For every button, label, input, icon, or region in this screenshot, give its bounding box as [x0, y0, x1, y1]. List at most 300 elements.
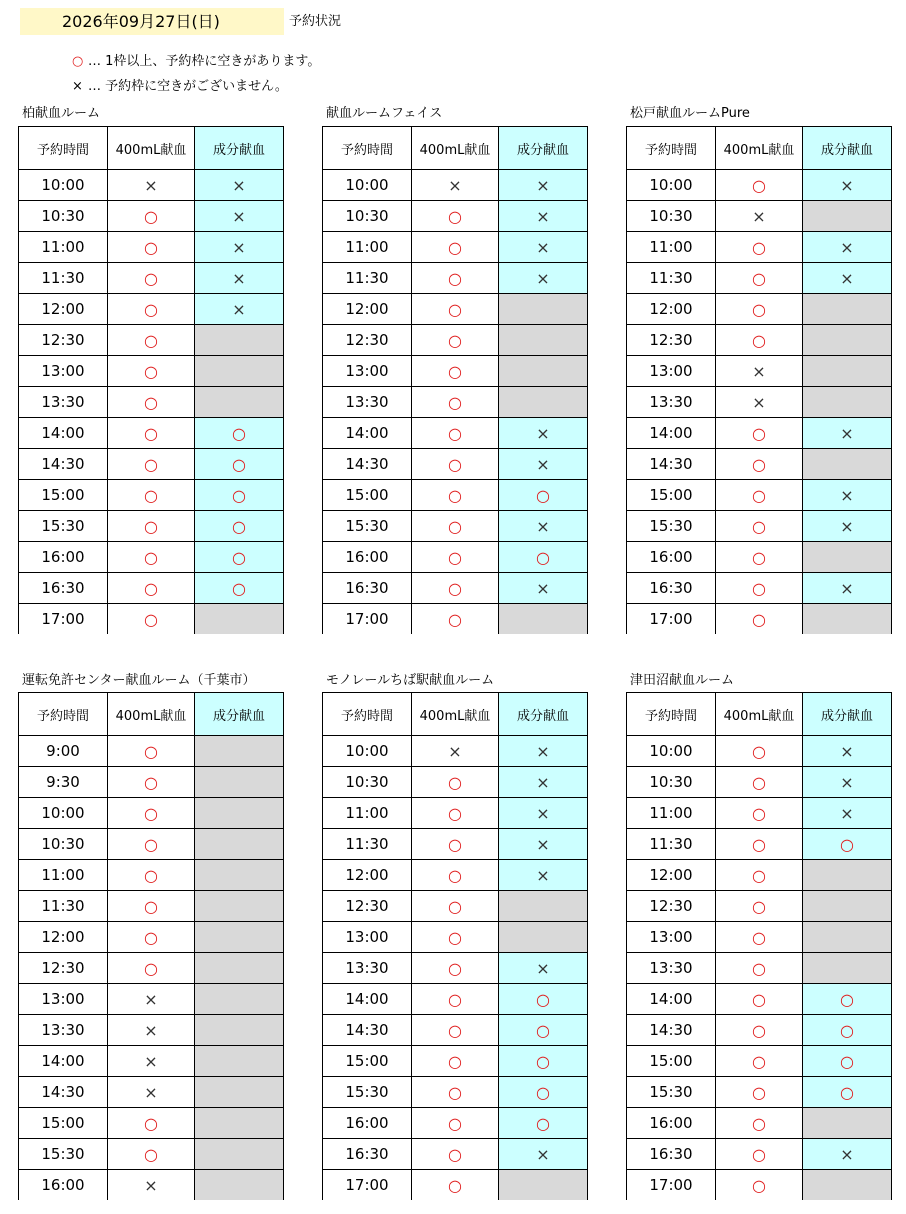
whole-blood-status: ○ [412, 201, 499, 232]
component-status: × [499, 736, 588, 767]
slot-time: 12:00 [323, 294, 412, 325]
slot-time: 10:00 [19, 170, 108, 201]
table-row [627, 1139, 892, 1170]
table-row [627, 829, 892, 860]
whole-blood-status: ○ [412, 1077, 499, 1108]
table-row [323, 1139, 588, 1170]
slot-time: 13:30 [19, 387, 108, 418]
slot-time: 11:30 [19, 263, 108, 294]
component-status: × [803, 418, 892, 449]
whole-blood-status: ○ [412, 953, 499, 984]
component-status [195, 829, 284, 860]
whole-blood-status: ○ [716, 418, 803, 449]
whole-blood-status: ○ [716, 1046, 803, 1077]
slot-time: 12:00 [323, 860, 412, 891]
whole-blood-status: ○ [108, 387, 195, 418]
whole-blood-status: ○ [716, 511, 803, 542]
legend-available [72, 50, 320, 69]
table-row [627, 1077, 892, 1108]
component-status: ○ [499, 542, 588, 573]
component-status [803, 922, 892, 953]
component-status [499, 1170, 588, 1201]
table-row [19, 325, 284, 356]
component-status: × [195, 294, 284, 325]
slot-time: 17:00 [627, 1170, 716, 1201]
header-component: 成分献血 [195, 693, 284, 736]
component-status [195, 922, 284, 953]
whole-blood-status: × [108, 1015, 195, 1046]
slot-time: 15:00 [627, 480, 716, 511]
table-row [323, 263, 588, 294]
whole-blood-status: ○ [412, 798, 499, 829]
table-row [323, 170, 588, 201]
header-whole-blood: 400mL献血 [716, 693, 803, 736]
whole-blood-status: ○ [716, 767, 803, 798]
table-row [323, 232, 588, 263]
whole-blood-status: ○ [716, 829, 803, 860]
component-status: × [803, 480, 892, 511]
header-time: 予約時間 [19, 693, 108, 736]
whole-blood-status: ○ [108, 953, 195, 984]
component-status [499, 325, 588, 356]
component-status [195, 984, 284, 1015]
slot-time: 14:00 [323, 418, 412, 449]
whole-blood-status: × [716, 201, 803, 232]
component-status: × [499, 170, 588, 201]
slot-time: 14:00 [19, 1046, 108, 1077]
table-row [627, 511, 892, 542]
whole-blood-status: × [716, 356, 803, 387]
room-schedule-table [322, 692, 588, 1200]
whole-blood-status: ○ [716, 1139, 803, 1170]
table-row [19, 736, 284, 767]
whole-blood-status: ○ [412, 294, 499, 325]
table-row [627, 1015, 892, 1046]
table-row [627, 984, 892, 1015]
table-row [627, 573, 892, 604]
component-status: × [499, 829, 588, 860]
table-row [627, 449, 892, 480]
table-row [323, 736, 588, 767]
table-row [627, 542, 892, 573]
whole-blood-status: ○ [412, 984, 499, 1015]
whole-blood-status: ○ [716, 449, 803, 480]
slot-time: 11:00 [323, 798, 412, 829]
slot-time: 10:30 [19, 829, 108, 860]
legend-available-text: … 1枠以上、予約枠に空きがあります。 [88, 54, 321, 69]
header-whole-blood: 400mL献血 [108, 127, 195, 170]
whole-blood-status: × [412, 170, 499, 201]
table-row [19, 418, 284, 449]
table-row [19, 1139, 284, 1170]
component-status: × [499, 511, 588, 542]
slot-time: 12:00 [19, 922, 108, 953]
slot-time: 10:00 [627, 736, 716, 767]
table-row [323, 604, 588, 635]
table-row [323, 953, 588, 984]
table-row [19, 891, 284, 922]
whole-blood-status: ○ [412, 387, 499, 418]
slot-time: 13:00 [19, 356, 108, 387]
slot-time: 13:30 [19, 1015, 108, 1046]
table-row [323, 1046, 588, 1077]
table-row [323, 573, 588, 604]
table-row [627, 736, 892, 767]
component-status: × [803, 573, 892, 604]
table-row [627, 418, 892, 449]
report-date: 2026年09月27日(日) [20, 8, 284, 35]
table-row [323, 767, 588, 798]
slot-time: 10:00 [627, 170, 716, 201]
table-row [323, 860, 588, 891]
slot-time: 13:30 [323, 387, 412, 418]
legend-full-text: … 予約枠に空きがございません。 [88, 79, 288, 94]
component-status [195, 1108, 284, 1139]
component-status: × [499, 1139, 588, 1170]
component-status [499, 922, 588, 953]
whole-blood-status: ○ [108, 767, 195, 798]
whole-blood-status: ○ [412, 829, 499, 860]
component-status [803, 542, 892, 573]
whole-blood-status: ○ [716, 573, 803, 604]
slot-time: 14:00 [627, 418, 716, 449]
component-status [195, 860, 284, 891]
component-status: × [499, 798, 588, 829]
slot-time: 16:30 [627, 1139, 716, 1170]
component-status [499, 604, 588, 635]
header-time: 予約時間 [323, 693, 412, 736]
whole-blood-status: ○ [716, 1108, 803, 1139]
component-status: ○ [803, 984, 892, 1015]
table-row [323, 984, 588, 1015]
component-status [803, 1108, 892, 1139]
table-header-row [323, 693, 588, 736]
room-schedule-table [626, 692, 892, 1200]
slot-time: 12:30 [323, 891, 412, 922]
component-status: × [499, 449, 588, 480]
table-row [323, 294, 588, 325]
room-title: 運転免許センター献血ルーム（千葉市） [22, 673, 256, 688]
component-status: × [499, 263, 588, 294]
table-row [323, 325, 588, 356]
whole-blood-status: ○ [716, 263, 803, 294]
slot-time: 13:00 [323, 922, 412, 953]
slot-time: 15:30 [19, 511, 108, 542]
slot-time: 11:00 [627, 798, 716, 829]
component-status: ○ [499, 1015, 588, 1046]
legend-full [72, 75, 288, 94]
table-row [19, 1170, 284, 1201]
table-row [19, 232, 284, 263]
slot-time: 10:30 [323, 767, 412, 798]
component-status [803, 325, 892, 356]
component-status [195, 1046, 284, 1077]
room-title: 献血ルームフェイス [326, 106, 443, 121]
component-status: ○ [803, 1046, 892, 1077]
component-status [803, 201, 892, 232]
slot-time: 11:00 [323, 232, 412, 263]
whole-blood-status: ○ [716, 232, 803, 263]
slot-time: 14:30 [19, 1077, 108, 1108]
table-row [19, 573, 284, 604]
slot-time: 9:30 [19, 767, 108, 798]
slot-time: 15:00 [19, 480, 108, 511]
slot-time: 16:30 [323, 573, 412, 604]
table-row [627, 232, 892, 263]
table-row [323, 387, 588, 418]
slot-time: 13:00 [323, 356, 412, 387]
whole-blood-status: × [108, 1170, 195, 1201]
slot-time: 14:30 [323, 1015, 412, 1046]
slot-time: 16:00 [323, 542, 412, 573]
slot-time: 12:00 [627, 294, 716, 325]
component-status [499, 356, 588, 387]
slot-time: 12:30 [627, 325, 716, 356]
whole-blood-status: ○ [108, 829, 195, 860]
whole-blood-status: ○ [412, 1015, 499, 1046]
table-row [323, 356, 588, 387]
whole-blood-status: ○ [716, 798, 803, 829]
whole-blood-status: ○ [412, 263, 499, 294]
whole-blood-status: ○ [412, 511, 499, 542]
slot-time: 11:30 [19, 891, 108, 922]
whole-blood-status: ○ [716, 860, 803, 891]
header-time: 予約時間 [627, 693, 716, 736]
slot-time: 15:00 [323, 480, 412, 511]
header-component: 成分献血 [803, 127, 892, 170]
slot-time: 12:30 [323, 325, 412, 356]
room-title: 柏献血ルーム [22, 106, 101, 121]
whole-blood-status: × [716, 387, 803, 418]
component-status [499, 891, 588, 922]
whole-blood-status: ○ [412, 1108, 499, 1139]
table-header-row [627, 693, 892, 736]
slot-time: 14:30 [323, 449, 412, 480]
table-row [19, 387, 284, 418]
table-row [19, 542, 284, 573]
table-row [19, 449, 284, 480]
table-row [627, 356, 892, 387]
component-status: × [803, 263, 892, 294]
component-status: ○ [195, 418, 284, 449]
whole-blood-status: ○ [412, 325, 499, 356]
slot-time: 12:30 [19, 325, 108, 356]
table-row [323, 1015, 588, 1046]
slot-time: 15:00 [323, 1046, 412, 1077]
slot-time: 16:00 [627, 1108, 716, 1139]
whole-blood-status: ○ [412, 1170, 499, 1201]
header-component: 成分献血 [499, 693, 588, 736]
component-status: × [803, 798, 892, 829]
whole-blood-status: ○ [108, 325, 195, 356]
component-status [195, 953, 284, 984]
slot-time: 10:30 [19, 201, 108, 232]
slot-time: 16:30 [19, 573, 108, 604]
slot-time: 15:30 [19, 1139, 108, 1170]
component-status [195, 798, 284, 829]
whole-blood-status: ○ [716, 604, 803, 635]
component-status [195, 1170, 284, 1201]
slot-time: 16:30 [627, 573, 716, 604]
component-status: × [499, 767, 588, 798]
component-status [195, 1139, 284, 1170]
slot-time: 16:30 [323, 1139, 412, 1170]
whole-blood-status: ○ [412, 767, 499, 798]
component-status: ○ [499, 1077, 588, 1108]
slot-time: 10:30 [323, 201, 412, 232]
whole-blood-status: ○ [108, 604, 195, 635]
whole-blood-status: ○ [108, 1108, 195, 1139]
whole-blood-status: ○ [716, 480, 803, 511]
whole-blood-status: ○ [716, 542, 803, 573]
whole-blood-status: ○ [716, 922, 803, 953]
whole-blood-status: ○ [108, 294, 195, 325]
table-row [19, 767, 284, 798]
table-row [323, 542, 588, 573]
whole-blood-status: ○ [412, 573, 499, 604]
slot-time: 14:00 [19, 418, 108, 449]
table-row [627, 1170, 892, 1201]
component-status [195, 387, 284, 418]
component-status: × [499, 953, 588, 984]
whole-blood-status: ○ [108, 449, 195, 480]
table-row [19, 201, 284, 232]
room-schedule-table [18, 126, 284, 634]
component-status [803, 387, 892, 418]
component-status [803, 953, 892, 984]
component-status: × [195, 232, 284, 263]
table-row [19, 1046, 284, 1077]
component-status: ○ [195, 511, 284, 542]
table-row [19, 511, 284, 542]
slot-time: 13:00 [627, 922, 716, 953]
whole-blood-status: ○ [108, 263, 195, 294]
component-status [803, 604, 892, 635]
whole-blood-status: ○ [108, 736, 195, 767]
component-status: ○ [803, 1015, 892, 1046]
slot-time: 12:00 [19, 294, 108, 325]
table-row [19, 263, 284, 294]
slot-time: 12:30 [19, 953, 108, 984]
table-row [627, 798, 892, 829]
whole-blood-status: ○ [108, 891, 195, 922]
whole-blood-status: ○ [108, 922, 195, 953]
whole-blood-status: ○ [716, 325, 803, 356]
component-status: × [499, 573, 588, 604]
room-schedule-table [18, 692, 284, 1200]
table-row [323, 480, 588, 511]
table-row [19, 480, 284, 511]
table-row [627, 387, 892, 418]
component-status [195, 767, 284, 798]
slot-time: 14:00 [323, 984, 412, 1015]
component-status: ○ [499, 984, 588, 1015]
component-status: ○ [195, 449, 284, 480]
header-whole-blood: 400mL献血 [412, 127, 499, 170]
table-row [19, 356, 284, 387]
room-title: モノレールちば駅献血ルーム [326, 673, 495, 688]
slot-time: 13:30 [627, 953, 716, 984]
whole-blood-status: ○ [716, 294, 803, 325]
component-status [803, 449, 892, 480]
component-status [803, 294, 892, 325]
component-status [195, 1015, 284, 1046]
slot-time: 14:00 [627, 984, 716, 1015]
whole-blood-status: ○ [108, 798, 195, 829]
component-status [803, 356, 892, 387]
component-status [195, 891, 284, 922]
slot-time: 14:30 [627, 1015, 716, 1046]
component-status [803, 1170, 892, 1201]
component-status [195, 325, 284, 356]
slot-time: 11:00 [19, 860, 108, 891]
slot-time: 11:30 [627, 829, 716, 860]
table-row [627, 480, 892, 511]
component-status: × [803, 736, 892, 767]
page-label: 予約状況 [289, 14, 342, 29]
component-status: ○ [803, 1077, 892, 1108]
table-row [19, 922, 284, 953]
component-status [195, 736, 284, 767]
component-status: × [803, 170, 892, 201]
component-status: × [803, 1139, 892, 1170]
slot-time: 10:00 [19, 798, 108, 829]
slot-time: 15:30 [323, 511, 412, 542]
slot-time: 12:00 [627, 860, 716, 891]
table-row [627, 263, 892, 294]
component-status: ○ [195, 573, 284, 604]
whole-blood-status: × [108, 1077, 195, 1108]
slot-time: 13:30 [323, 953, 412, 984]
component-status [803, 891, 892, 922]
table-row [323, 201, 588, 232]
table-row [627, 891, 892, 922]
slot-time: 10:30 [627, 767, 716, 798]
header-component: 成分献血 [195, 127, 284, 170]
slot-time: 11:30 [323, 263, 412, 294]
slot-time: 10:00 [323, 736, 412, 767]
slot-time: 15:30 [323, 1077, 412, 1108]
component-status: × [499, 418, 588, 449]
header-time: 予約時間 [323, 127, 412, 170]
table-row [19, 953, 284, 984]
component-status: ○ [195, 542, 284, 573]
whole-blood-status: ○ [108, 480, 195, 511]
slot-time: 11:30 [627, 263, 716, 294]
room-schedule-table [322, 126, 588, 634]
table-row [19, 798, 284, 829]
table-row [627, 1046, 892, 1077]
table-row [19, 1077, 284, 1108]
whole-blood-status: × [108, 1046, 195, 1077]
component-status: × [195, 170, 284, 201]
slot-time: 17:00 [323, 604, 412, 635]
room-schedule-table [626, 126, 892, 634]
whole-blood-status: ○ [412, 480, 499, 511]
component-status: × [803, 232, 892, 263]
table-row [627, 604, 892, 635]
table-row [19, 829, 284, 860]
table-header-row [323, 127, 588, 170]
table-row [627, 860, 892, 891]
slot-time: 11:30 [323, 829, 412, 860]
table-row [323, 922, 588, 953]
whole-blood-status: ○ [108, 356, 195, 387]
slot-time: 15:00 [19, 1108, 108, 1139]
slot-time: 16:00 [19, 542, 108, 573]
component-status: ○ [803, 829, 892, 860]
whole-blood-status: ○ [412, 418, 499, 449]
